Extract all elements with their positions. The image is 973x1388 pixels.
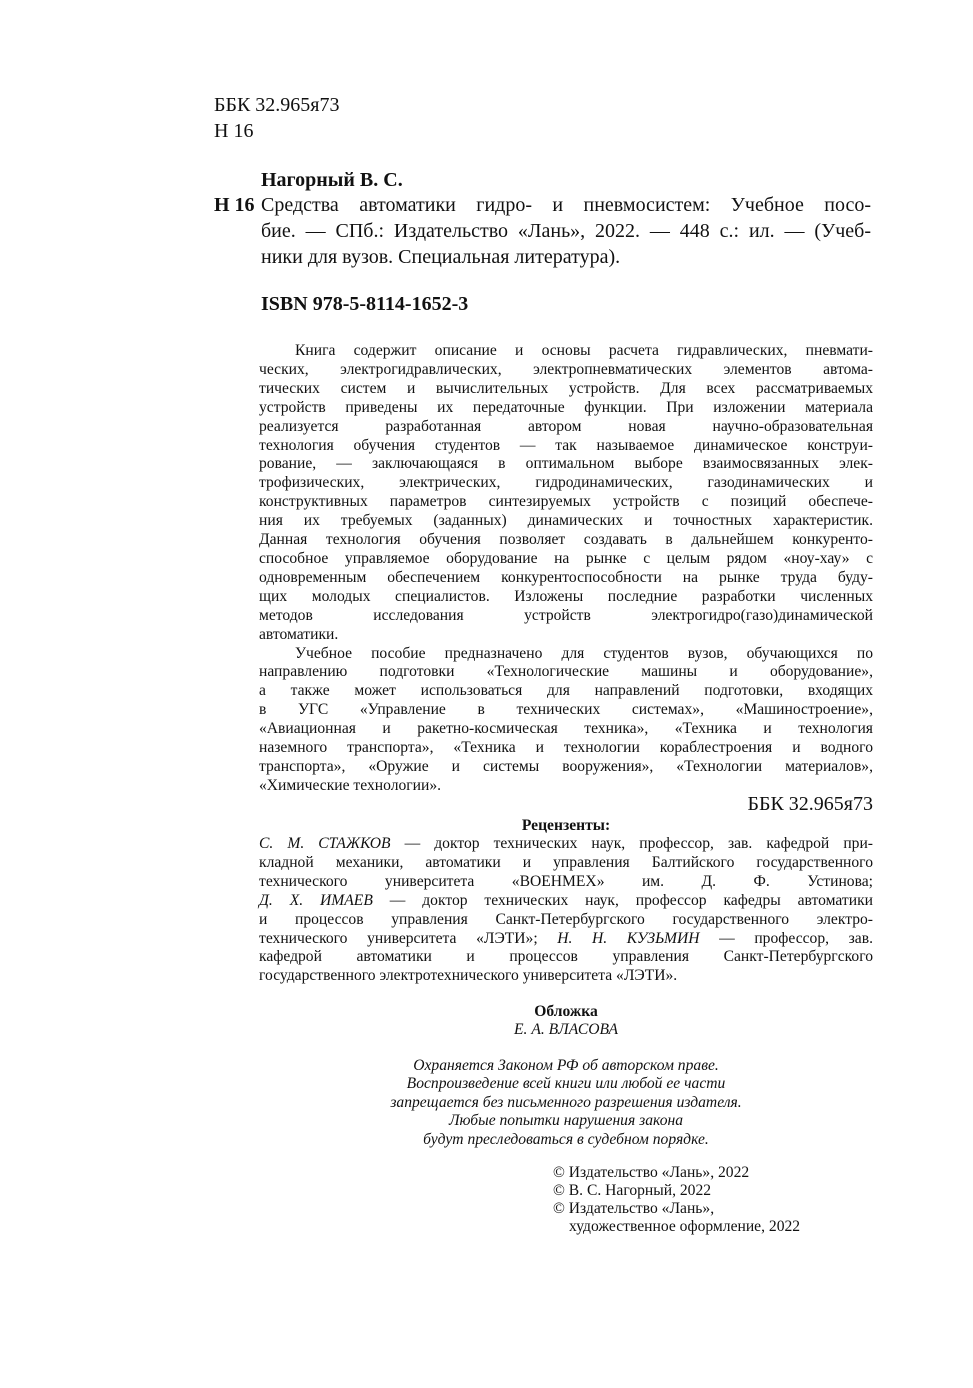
- reviewer-line: и процессов управления Санкт-Петербургского государственного электро-: [259, 910, 873, 928]
- bibliographic-description: [261, 192, 871, 270]
- bib-line: Средства автоматики гидро- и пневмосистем: Учебное посо-: [261, 194, 871, 216]
- abstract-line: трофизических, электрических, гидродинамических, газодинамических и: [259, 474, 873, 492]
- abstract-line: а также может использоваться для направлений подготовки, входящих: [259, 682, 873, 700]
- reviewers-list: [259, 835, 873, 986]
- copyright-line: художественное оформление, 2022: [569, 1217, 801, 1235]
- bibliography-side-code: Н 16: [214, 194, 255, 216]
- copyright-line: © Издательство «Лань», 2022: [553, 1164, 750, 1181]
- isbn: ISBN 978-5-8114-1652-3: [261, 293, 469, 315]
- reviewer-name: Н. Н. КУЗЬМИН: [557, 929, 700, 947]
- abstract-line: ния их требуемых (заданных) динамических и точностных характеристик.: [259, 512, 873, 530]
- notice-line: Любые попытки нарушения закона: [448, 1112, 684, 1130]
- abstract-line: устройств приведены их передаточные функции. При изложении материала: [259, 398, 873, 416]
- abstract-line: «Химические технологии».: [259, 776, 442, 794]
- abstract-line: транспорта», «Оружие и системы вооружения», «Технологии материалов»,: [259, 757, 873, 775]
- abstract-line: в УГС «Управление в технических системах», «Машиностроение»,: [259, 701, 873, 719]
- abstract-line: Данная технология обучения позволяет создавать в дальнейшем конкуренто-: [259, 531, 873, 549]
- reviewers-title: Рецензенты:: [521, 817, 611, 834]
- classification-header: [214, 92, 340, 144]
- copyright-line: © Издательство «Лань»,: [553, 1199, 715, 1217]
- notice-line: Охраняется Законом РФ об авторском праве.: [413, 1057, 719, 1074]
- reviewer-name: С. М. СТАЖКОВ: [259, 835, 391, 852]
- author-sign-code: Н 16: [214, 120, 254, 142]
- abstract-line: автоматики.: [259, 625, 339, 643]
- abstract-line: конструктивных параметров синтезируемых устройств с позиций обеспече-: [259, 493, 873, 511]
- abstract-line: направлению подготовки «Технологические машины и оборудование»,: [259, 663, 873, 681]
- abstract: [259, 342, 873, 796]
- reviewer-line: технического университета «ЛЭТИ»; Н. Н. КУЗЬМИН — профессор, зав.: [259, 929, 873, 947]
- abstract-line: одновременным обеспечением конкурентоспособности на рынке труда буду-: [259, 568, 873, 586]
- bib-line: бие. — СПб.: Издательство «Лань», 2022. — 448 с.: ил. — (Учеб-: [261, 220, 871, 242]
- copyright-line: © В. С. Нагорный, 2022: [553, 1181, 712, 1199]
- reviewer-line: государственного электротехнического университета «ЛЭТИ».: [259, 967, 678, 985]
- abstract-line: реализуется разработанная автором новая научно-образовательная: [259, 417, 873, 435]
- copyright-law-notice: [259, 1057, 873, 1149]
- cover-credit-title: Обложка: [534, 1003, 598, 1020]
- notice-line: будут преследоваться в судебном порядке.: [423, 1130, 709, 1148]
- abstract-line: Книга содержит описание и основы расчета гидравлических, пневмати-: [295, 342, 873, 359]
- abstract-line: способное управляемое оборудование на рынке с целым рядом «ноу-хау» с: [259, 549, 873, 567]
- author-name: Нагорный В. С.: [261, 169, 403, 191]
- bib-line: ники для вузов. Специальная литература).: [261, 246, 621, 268]
- notice-line: Воспроизведение всей книги или любой ее части: [406, 1075, 726, 1093]
- abstract-line: Учебное пособие предназначено для студентов вузов, обучающихся по: [295, 644, 873, 662]
- cover-designer-name: Е. А. ВЛАСОВА: [514, 1021, 618, 1038]
- reviewer-line: кафедрой автоматики и процессов управления Санкт-Петербургского: [259, 948, 873, 966]
- abstract-line: технология обучения студентов — так называемое динамическое конструи-: [259, 436, 873, 454]
- abstract-line: тических систем и вычислительных устройств. Для всех рассматриваемых: [259, 379, 873, 397]
- reviewer-line: кладной механики, автоматики и управления Балтийского государственного: [259, 853, 873, 871]
- abstract-line: щих молодых специалистов. Изложены последние разработки численных: [259, 587, 873, 605]
- abstract-line: методов исследования устройств электрогидро(газо)динамической: [259, 606, 873, 624]
- reviewer-line: С. М. СТАЖКОВ — доктор технических наук, профессор, зав. кафедрой при-: [259, 835, 873, 852]
- abstract-line: ческих, электрогидравлических, электропневматических элементов автома-: [259, 360, 873, 378]
- bbk-code: ББК 32.965я73: [214, 94, 340, 116]
- abstract-line: «Авиационная и ракетно-космическая техника», «Техника и технология: [259, 720, 873, 738]
- reviewer-name: Д. Х. ИМАЕВ: [259, 891, 373, 909]
- notice-line: запрещается без письменного разрешения издателя.: [390, 1093, 742, 1111]
- abstract-line: наземного транспорта», «Техника и технологии кораблестроения и водного: [259, 739, 873, 757]
- reviewer-line: Д. Х. ИМАЕВ — доктор технических наук, профессор кафедры автоматики: [259, 891, 873, 909]
- abstract-line: рование, — заключающаяся в оптимальном выборе взаимосвязанных элек-: [259, 455, 873, 473]
- reviewer-line: технического университета «ВОЕНМЕХ» им. Д. Ф. Устинова;: [259, 872, 873, 890]
- bbk-code-bottom: ББК 32.965я73: [747, 793, 873, 815]
- copyright-holders: [553, 1164, 800, 1236]
